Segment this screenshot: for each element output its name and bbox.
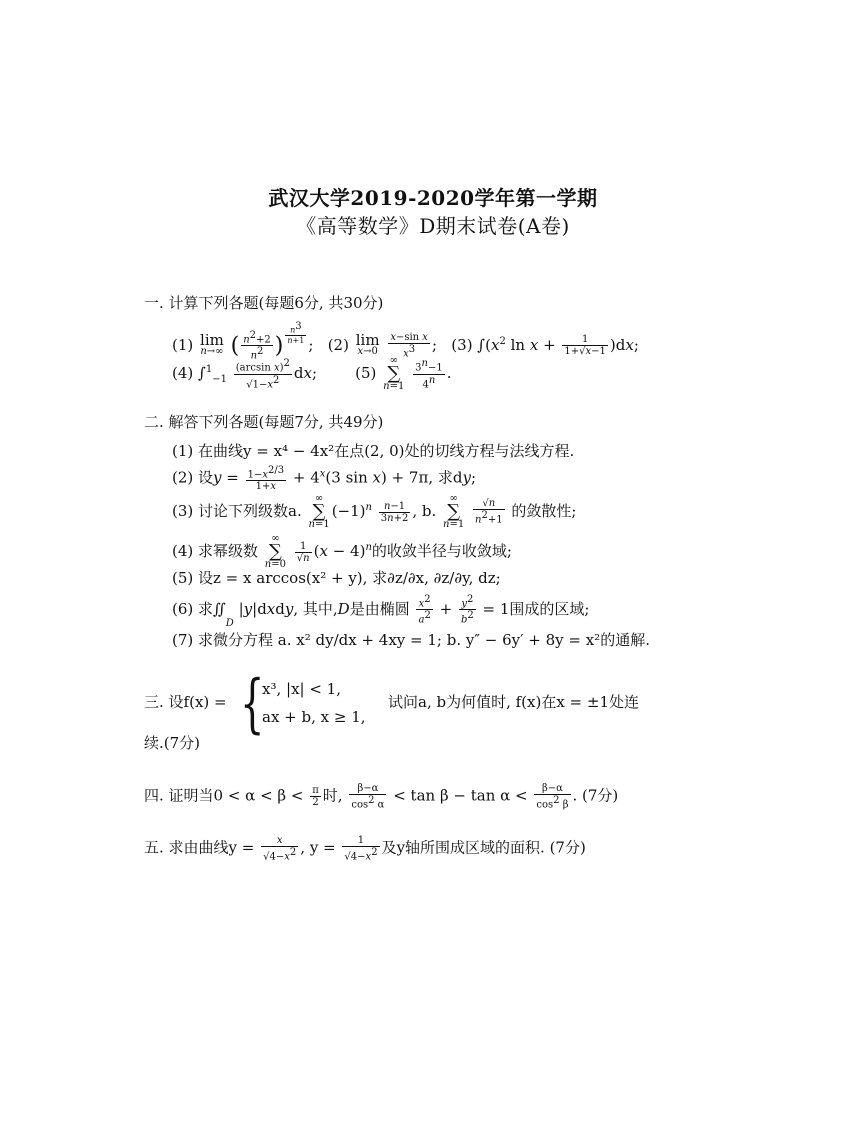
section5-part-a: 五. 求由曲线y =	[144, 838, 255, 857]
exam-subtitle: 《高等数学》D期末试卷(A卷)	[296, 214, 570, 238]
exam-title: 武汉大学2019-2020学年第一学期	[268, 186, 598, 210]
section4: 四. 证明当0 < α < β < $\frac{\pi}{2}$ 时, $\frac{\beta-\alpha}{\cos^2 \alpha}$ < tan β − tan α < $\frac{\beta-\alpha}{\cos^2 \beta}$ . (7分)	[144, 783, 619, 811]
section1-heading: 一. 计算下列各题(每题6分, 共30分)	[144, 294, 384, 312]
section3-tail: 试问a, b为何值时, f(x)在x = ±1处连	[388, 693, 640, 711]
left-brace: {	[240, 667, 265, 741]
section2-q6: (6) 求$∬_D$ |y|dxdy, 其中,D是由椭圆 $\frac{x^2}{a^2}$ + $\frac{y^2}{b^2}$ = 1围成的区域;	[172, 594, 590, 629]
section2-q1: (1) 在曲线y = x⁴ − 4x²在点(2, 0)处的切线方程与法线方程.	[172, 442, 575, 460]
section3-cont: 续.(7分)	[144, 734, 201, 752]
case-2: ax + b, x ≥ 1,	[262, 708, 366, 726]
section4-part-d: . (7分)	[572, 786, 619, 805]
section5-part-c: 及y轴所围成区域的面积. (7分)	[381, 838, 586, 857]
case-1: x³, |x| < 1,	[262, 680, 341, 698]
section1-row1: (1) lim n→∞ ( $\frac{n^2+2}{n^2}$ ) $^{\frac{n^3}{n+1}}$ ; (2) lim x→0 $\frac{\text{x−sin x}}{x^3}$ ; (3) $\int(x^2$ ln x + $\frac{1}{1+√x-1}$ )dx;	[172, 321, 639, 362]
section5: 五. 求由曲线y = $\frac{x}{√4-x^2}$ , y = $\frac{1}{√4-x^2}$ 及y轴所围成区域的面积. (7分)	[144, 835, 586, 863]
section4-part-a: 四. 证明当0 < α < β <	[144, 786, 304, 805]
section2-q4: (4) 求幂级数 ∞ ∑ n=0 $\frac{1}{√n}$ $(x - 4)^n$的收敛半径与收敛域;	[172, 533, 512, 570]
section2-heading: 二. 解答下列各题(每题7分, 共49分)	[144, 413, 384, 431]
section4-part-c: < tan β − tan α <	[393, 786, 528, 805]
section3-lead: 三. 设f(x) =	[144, 693, 227, 711]
section2-q3: (3) 讨论下列级数a. ∞ ∑ $n=1(-1)^n$ $\frac{n-1}{3n+2}$ , b. ∞ ∑ n=1 $\frac{√n}{n^2+1}$ 的敛散性;	[172, 493, 577, 530]
section2-q7: (7) 求微分方程 a. x² dy/dx + 4xy = 1; b. y″ − 6y′ + 8y = x²的通解.	[172, 631, 650, 649]
section4-part-b: 时,	[322, 786, 343, 805]
section1-row2: (4) ∫$^1_{-1}$ $\frac{(\arcsin x)^2}{√1-x^2}$ dx; (5) ∞ ∑ n=1 $\frac{3^n-1}{4^n}$ .	[172, 355, 452, 392]
section5-part-b: , y =	[300, 838, 336, 857]
section2-q5: (5) 设z = x arccos(x² + y), 求∂z/∂x, ∂z/∂y, dz;	[172, 569, 501, 587]
section2-q2: (2) 设y = $\frac{1-x^{2/3}}{1+x}$ + $4^x(3$ sin x) + 7π, 求dy;	[172, 465, 477, 493]
